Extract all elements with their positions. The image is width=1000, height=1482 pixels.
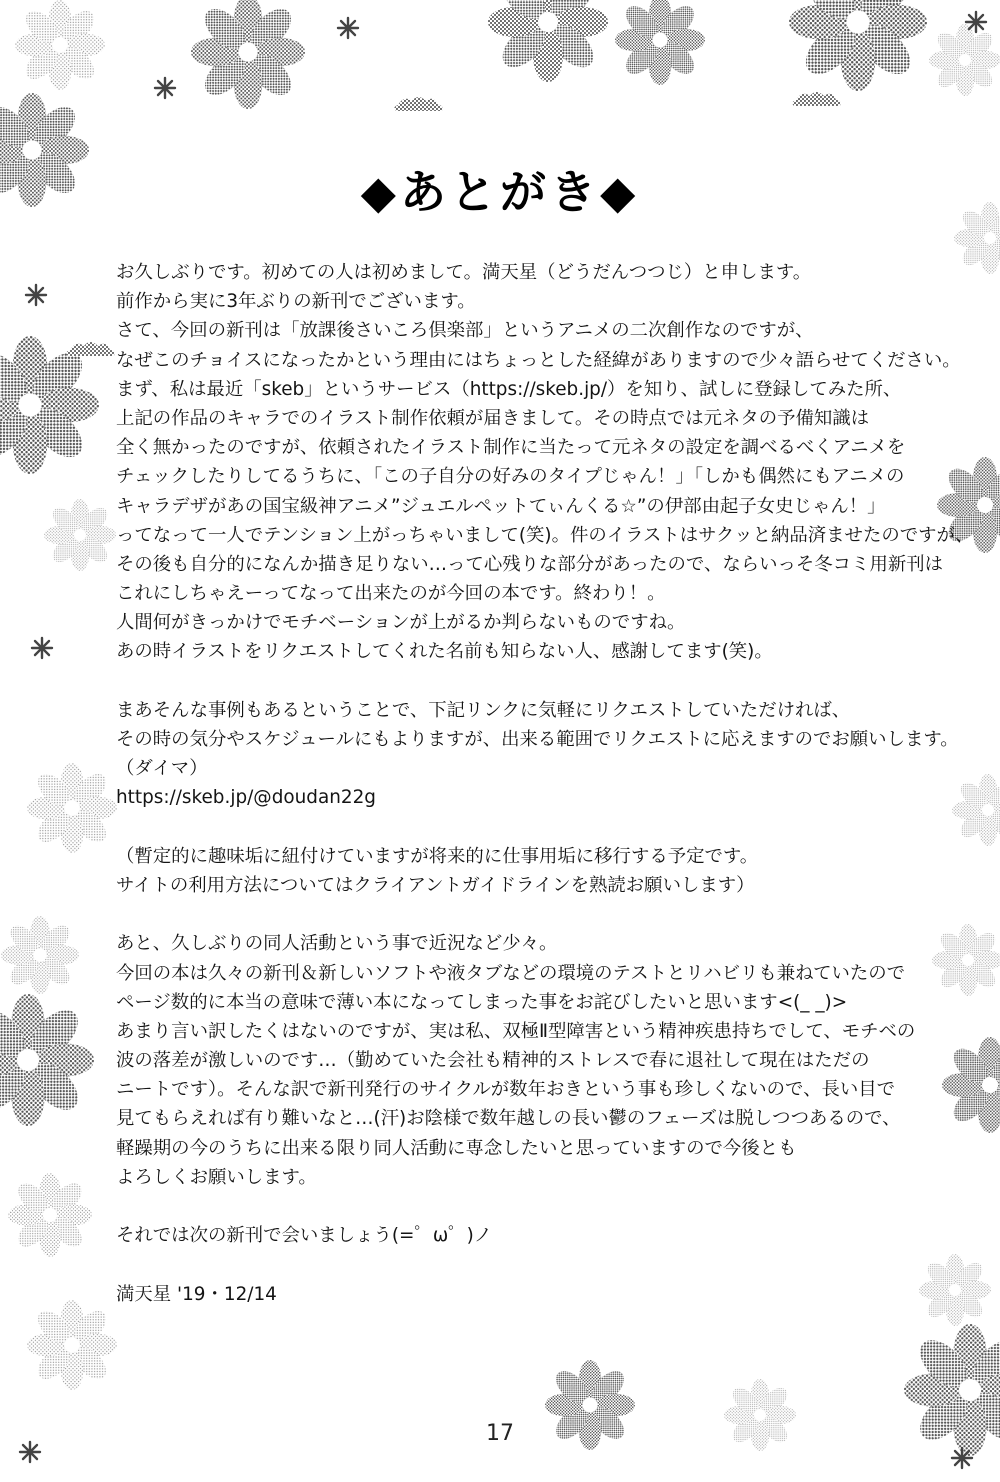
text-line: （暫定的に趣味垢に紐付けていますが将来的に仕事用垢に移行する予定です。	[116, 845, 759, 867]
text-line: 前作から実に3年ぶりの新刊でございます。	[116, 291, 476, 313]
text-line: まず、私は最近「skeb」というサービス（https://skeb.jp/）を知り、試しに登録してみた所、	[116, 378, 902, 400]
text-line: あと、久しぶりの同人活動という事で近況など少々。	[116, 933, 558, 955]
text-line: サイトの利用方法についてはクライアントガイドラインを熟読お願いします）	[116, 874, 755, 896]
text-line: 全く無かったのですが、依頼されたイラスト制作に当たって元ネタの設定を調べるべくアニメを	[116, 437, 906, 459]
text-line: なぜこのチョイスになったかという理由にはちょっとした経緯がありますので少々語らせてください。	[116, 349, 961, 371]
text-line: （ダイマ）	[116, 758, 208, 780]
text-line: 上記の作品のキャラでのイラスト制作依頼が届きまして。その時点では元ネタの予備知識は	[116, 407, 870, 429]
text-line: まあそんな事例もあるということで、下記リンクに気軽にリクエストしていただければ、	[116, 699, 851, 721]
paragraph-signature	[116, 1280, 966, 1309]
text-line: 波の落差が激しいのです…（勤めていた会社も精神的ストレスで春に退社して現在はただの	[116, 1050, 870, 1072]
paragraph-gap	[116, 900, 966, 929]
text-line: あの時イラストをリクエストしてくれた名前も知らない人、感謝してます(笑)。	[116, 641, 773, 663]
afterword-body	[116, 258, 974, 1309]
signature-date: 満天星 '19・12/14	[116, 1283, 277, 1305]
skeb-link[interactable]: https://skeb.jp/@doudan22g	[116, 787, 376, 809]
page-number: 17	[486, 1421, 514, 1446]
text-line: その後も自分的になんか描き足りない…って心残りな部分があったので、ならいっそ冬コミ用新刊は	[116, 553, 944, 575]
afterword-title: ◆あとがき◆	[360, 165, 640, 219]
paragraph-recent	[116, 929, 966, 1192]
text-line: チェックしたりしてるうちに、「この子自分の好みのタイプじゃん！」「しかも偶然にもアニメの	[116, 466, 905, 488]
text-line: ってなって一人でテンション上がっちゃいまして(笑)。件のイラストはサクッと納品済ませたのですが、	[116, 524, 974, 546]
text-line: キャラデザがあの国宝級神アニメ”ジュエルペットてぃんくる☆”の伊部由起子女史じゃん！」	[116, 495, 886, 517]
text-line: お久しぶりです。初めての人は初めまして。満天星（どうだんつつじ）と申します。	[116, 262, 812, 283]
text-line: 今回の本は久々の新刊＆新しいソフトや液タブなどの環境のテストとリハビリも兼ねていたので	[116, 962, 906, 984]
paragraph-note	[116, 842, 966, 900]
text-line: ニートです）。そんな訳で新刊発行のサイクルが数年おきという事も珍しくないので、長い目で	[116, 1079, 896, 1101]
paragraph-gap	[116, 667, 966, 696]
text-line: 軽躁期の今のうちに出来る限り同人活動に専念したいと思っていますので今後とも	[116, 1137, 797, 1159]
paragraph-gap	[116, 813, 966, 842]
text-line: それでは次の新刊で会いましょう(=゜ω゜)ノ	[116, 1225, 493, 1247]
text-line: よろしくお願いします。	[116, 1166, 317, 1188]
text-line: その時の気分やスケジュールにもよりますが、出来る範囲でリクエストに応えますのでお願いします。	[116, 729, 959, 750]
text-line: ページ数的に本当の意味で薄い本になってしまった事をお詫びしたいと思います<(_ _)>	[116, 991, 848, 1013]
paragraph-gap	[116, 1192, 966, 1221]
paragraph-intro	[116, 258, 974, 667]
text-line: あまり言い訳したくはないのですが、実は私、双極Ⅱ型障害という精神疾患持ちでして、モチベの	[116, 1020, 916, 1042]
text-line: さて、今回の新刊は「放課後さいころ倶楽部」というアニメの二次創作なのですが、	[116, 320, 814, 342]
text-line: これにしちゃえーってなって出来たのが今回の本です。終わり！。	[116, 583, 666, 605]
paragraph-gap	[116, 1250, 966, 1279]
paragraph-closing	[116, 1221, 966, 1250]
text-line: 人間何がきっかけでモチベーションが上がるか判らないものですね。	[116, 612, 686, 634]
text-line: 見てもらえれば有り難いなと…(汗)お陰様で数年越しの長い鬱のフェーズは脱しつつあるので、	[116, 1108, 901, 1130]
paragraph-request	[116, 696, 966, 813]
